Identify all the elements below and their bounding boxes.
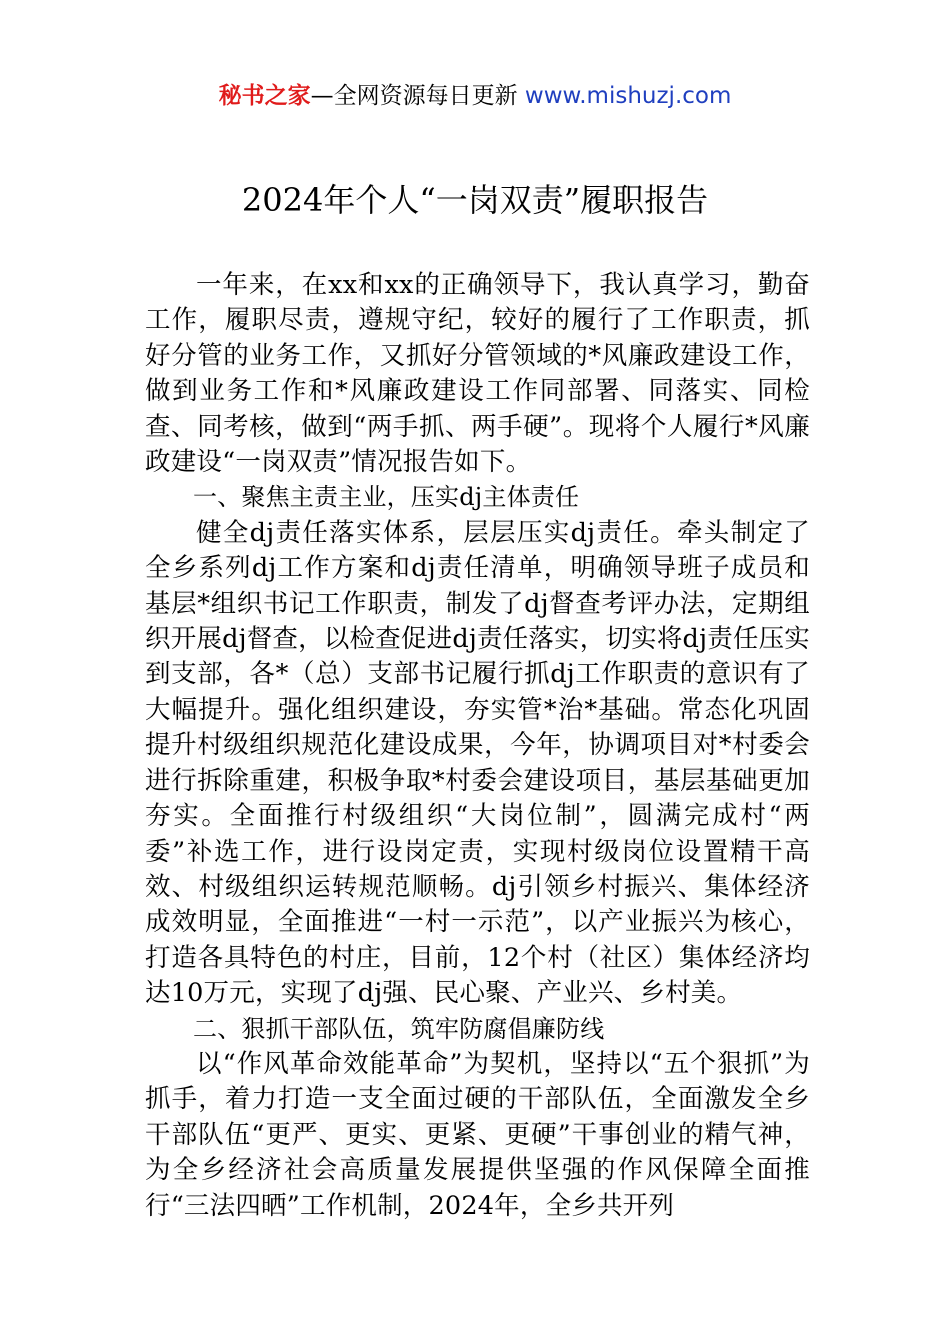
site-url[interactable]: www.mishuzj.com (524, 83, 732, 109)
paragraph-section-1: 健全dj责任落实体系，层层压实dj责任。牵头制定了全乡系列dj工作方案和dj责任清单，明确领导班子成员和基层*组织书记工作职责，制发了dj督查考评办法，定期组织开展dj督查，以检查促进dj责任落实，切实将dj责任压实到支部，各*（总）支部书记履行抓dj工作职责的意识有了大幅提升。强化组织建设，夯实管*治*基础。常态化巩固提升村级组织规范化建设成果，今年，协调项目对*村委会进行拆除重建，积极争取*村委会建设项目，基层基础更加夯实。全面推行村级组织“大岗位制”，圆满完成村“两委”补选工作，进行设岗定责，实现村级岗位设置精干高效、村级组织运转规范顺畅。dj引领乡村振兴、集体经济成效明显，全面推进“一村一示范”，以产业振兴为核心，打造各具特色的村庄，目前，12个村（社区）集体经济均达10万元，实现了dj强、民心聚、产业兴、乡村美。 (145, 517, 810, 1009)
document-body (145, 268, 810, 1224)
site-brand: 秘书之家 (218, 83, 311, 109)
section-heading-2: 二、狠抓干部队伍，筑牢防腐倡廉防线 (193, 1014, 605, 1043)
section-heading-1: 一、聚焦主责主业，压实dj主体责任 (193, 483, 580, 512)
paragraph-section-2: 以“作风革命效能革命”为契机，坚持以“五个狠抓”为抓手，着力打造一支全面过硬的干部队伍，全面激发全乡干部队伍“更严、更实、更紧、更硬”干事创业的精气神，为全乡经济社会高质量发展提供坚强的作风保障全面推行“三法四晒”工作机制，2024年，全乡共开列 (145, 1048, 810, 1221)
document-title: 2024年个人“一岗双责”履职报告 (241, 181, 709, 219)
site-tagline: —全网资源每日更新 (310, 83, 525, 109)
site-banner (0, 80, 950, 112)
paragraph-intro: 一年来，在xx和xx的正确领导下，我认真学习，勤奋工作，履职尽责，遵规守纪，较好的履行了工作职责，抓好分管的业务工作，又抓好分管领域的*风廉政建设工作，做到业务工作和*风廉政建设工作同部署、同落实、同检查、同考核，做到“两手抓、两手硬”。现将个人履行*风廉政建设“一岗双责”情况报告如下。 (145, 270, 810, 478)
